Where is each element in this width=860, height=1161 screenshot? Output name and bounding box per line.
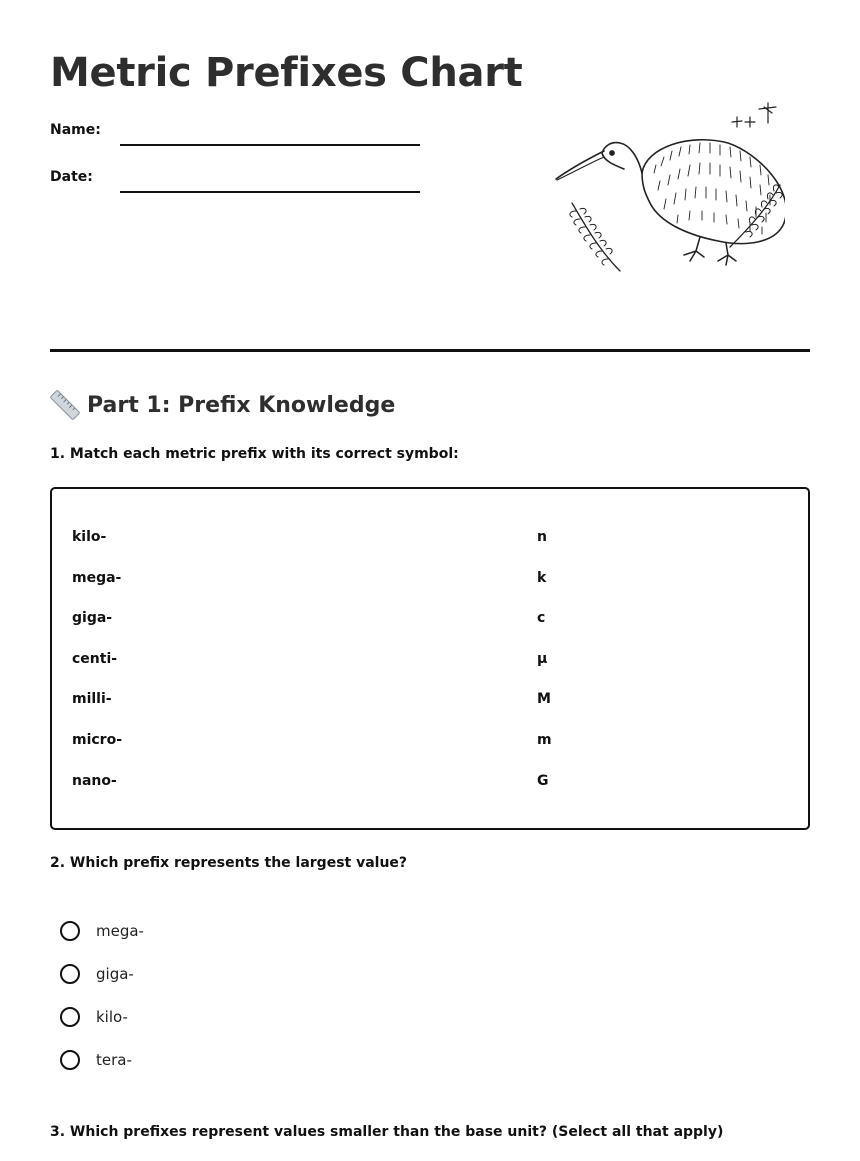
match-prefix: nano- (72, 773, 117, 789)
option-label: giga- (96, 965, 134, 983)
ruler-icon (50, 390, 80, 420)
match-prefix: mega- (72, 570, 122, 586)
match-row[interactable] (52, 771, 808, 795)
match-prefix: giga- (72, 610, 113, 626)
question-3: 3. Which prefixes represent values smaller than the base unit? (Select all that apply) (50, 1124, 724, 1140)
radio-button[interactable] (60, 1007, 80, 1027)
match-prefix: micro- (72, 732, 123, 748)
match-symbol: m (537, 732, 552, 748)
match-row[interactable] (52, 527, 808, 551)
match-row[interactable] (52, 649, 808, 673)
option-kilo[interactable] (60, 1004, 128, 1030)
section-divider (50, 349, 810, 352)
name-label: Name: (50, 122, 101, 138)
option-mega[interactable] (60, 918, 144, 944)
match-prefix: kilo- (72, 529, 107, 545)
match-symbol: c (537, 610, 546, 626)
match-symbol: M (537, 691, 551, 707)
match-row[interactable] (52, 730, 808, 754)
kiwi-bird-illustration (550, 95, 785, 280)
option-label: tera- (96, 1051, 132, 1069)
match-symbol: G (537, 773, 549, 789)
date-label: Date: (50, 169, 93, 185)
part1-title: Part 1: Prefix Knowledge (87, 392, 396, 418)
option-tera[interactable] (60, 1047, 132, 1073)
match-row[interactable] (52, 689, 808, 713)
match-row[interactable] (52, 608, 808, 632)
match-prefix: centi- (72, 651, 118, 667)
date-field[interactable] (120, 169, 420, 193)
option-giga[interactable] (60, 961, 134, 987)
matching-box (50, 487, 810, 830)
part1-heading (50, 388, 395, 422)
match-symbol: n (537, 529, 547, 545)
radio-button[interactable] (60, 1050, 80, 1070)
question-1: 1. Match each metric prefix with its correct symbol: (50, 446, 459, 462)
option-label: kilo- (96, 1008, 128, 1026)
name-field[interactable] (120, 122, 420, 146)
match-row[interactable] (52, 568, 808, 592)
page-title: Metric Prefixes Chart (50, 50, 523, 96)
radio-button[interactable] (60, 964, 80, 984)
name-field-row (50, 122, 430, 146)
option-label: mega- (96, 922, 144, 940)
question-2: 2. Which prefix represents the largest value? (50, 855, 408, 871)
date-field-row (50, 169, 430, 193)
match-symbol: μ (537, 651, 548, 667)
match-symbol: k (537, 570, 547, 586)
match-prefix: milli- (72, 691, 112, 707)
radio-button[interactable] (60, 921, 80, 941)
